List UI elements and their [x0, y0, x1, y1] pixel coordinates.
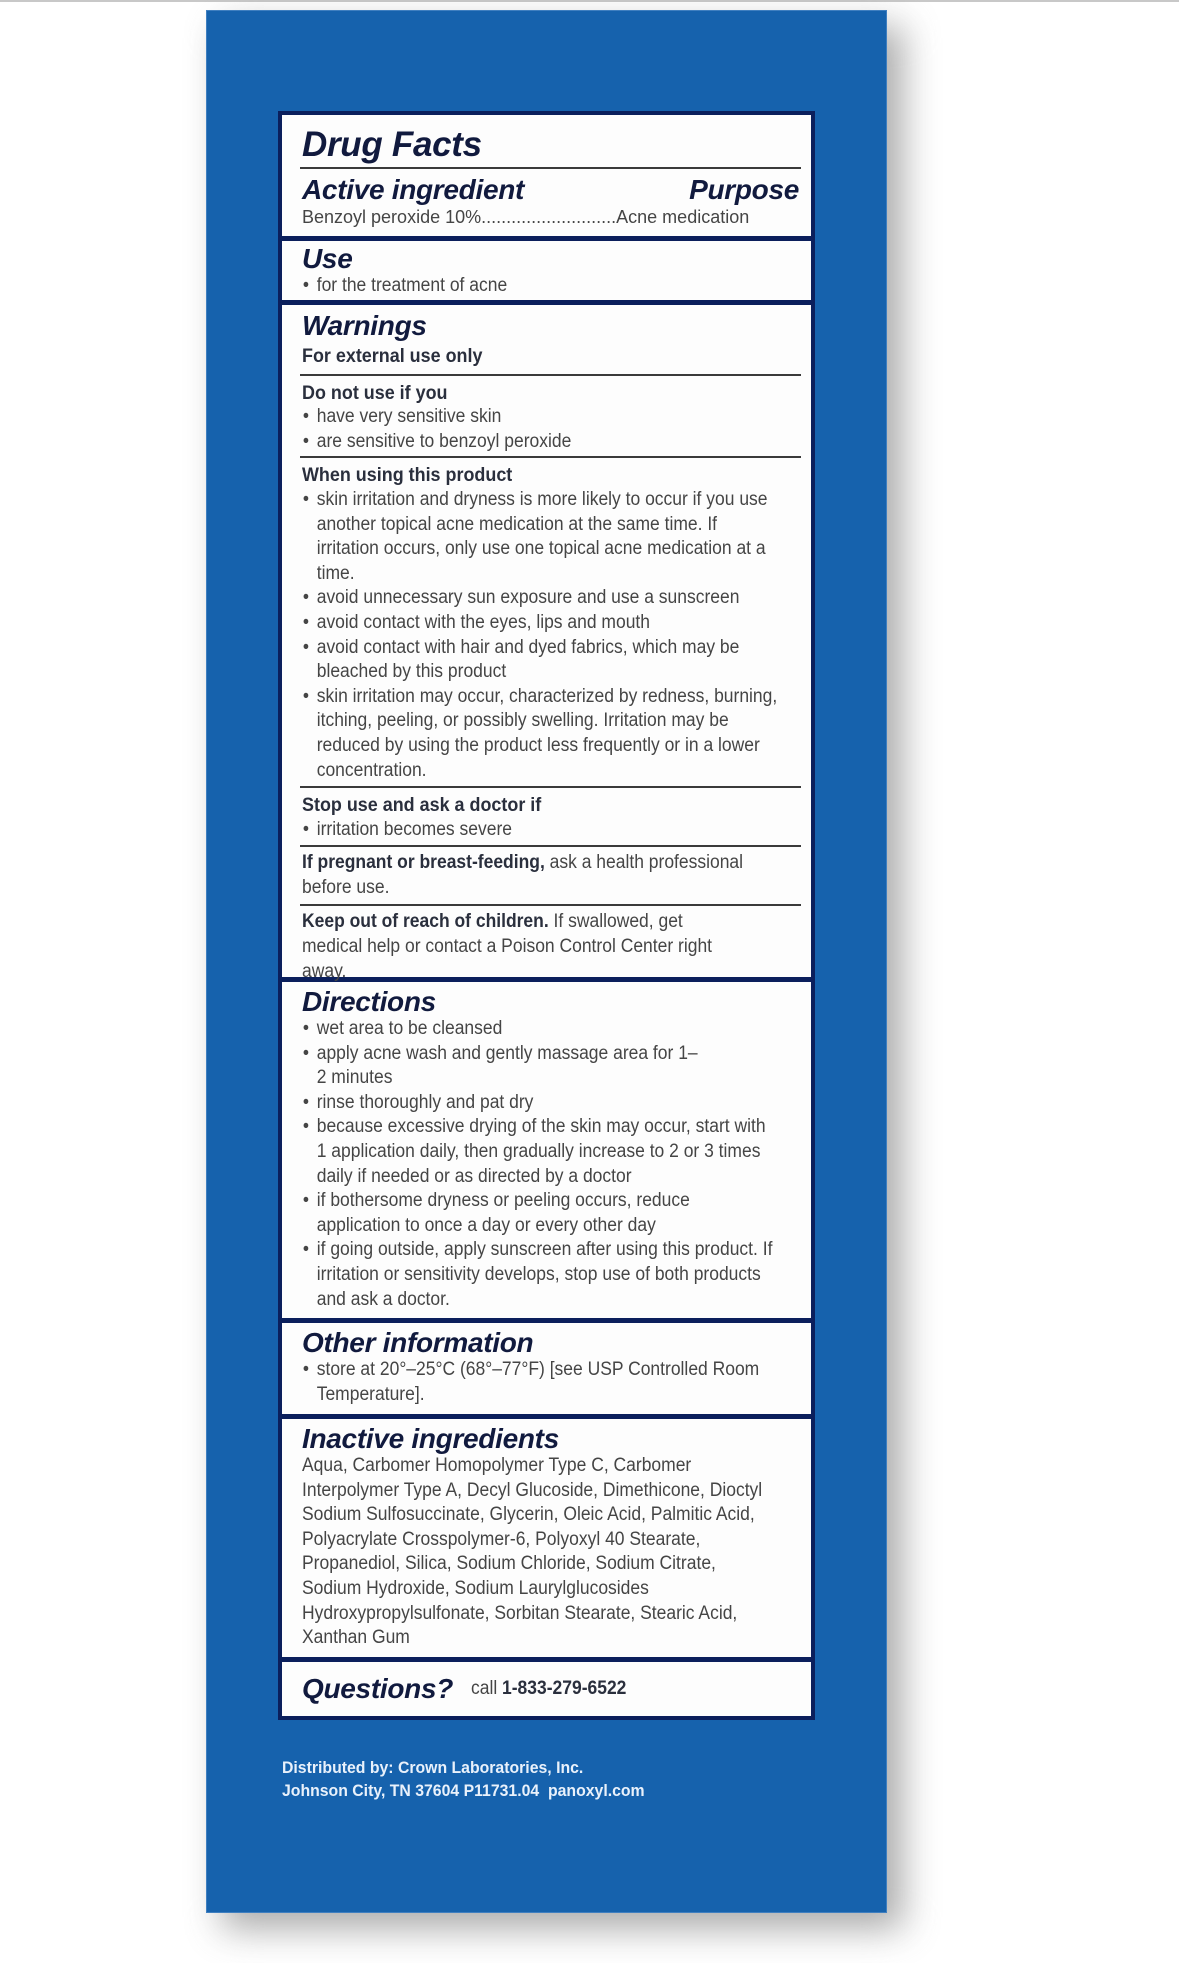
list-item: [302, 1115, 778, 1189]
ingredient-purpose: Acne medication: [616, 207, 750, 227]
section-questions: [282, 1662, 811, 1716]
distributor-info: [282, 1756, 645, 1802]
list-item-text: apply acne wash and gently massage area for 1–2 minutes: [316, 1042, 698, 1089]
list-item: [302, 1189, 735, 1238]
divider: [300, 904, 801, 906]
questions-heading: Questions?: [302, 1673, 454, 1704]
section-directions: [282, 982, 811, 1318]
list-item: [302, 818, 796, 843]
divider: [300, 374, 801, 376]
list-item-text: have very sensitive skin: [316, 406, 502, 428]
section-active-ingredient: [282, 115, 811, 236]
list-item: [302, 1238, 778, 1312]
use-list: [302, 274, 796, 299]
drug-facts-label: [278, 111, 815, 1720]
bullet-icon: •: [302, 1042, 310, 1064]
list-item-text: avoid unnecessary sun exposure and use a sunscreen: [316, 587, 740, 609]
dot-leader: ...........................: [481, 207, 617, 227]
list-item-text: avoid contact with hair and dyed fabrics, which may be bleached by this product: [316, 636, 740, 683]
divider: [300, 456, 801, 458]
bullet-icon: •: [302, 1116, 310, 1138]
active-ingredient-row: [302, 205, 799, 230]
list-item: [302, 1358, 759, 1407]
bullet-icon: •: [302, 406, 310, 428]
list-item-text: if bothersome dryness or peeling occurs, reduce application to once a day or every other day: [316, 1190, 690, 1236]
bullet-icon: •: [302, 488, 310, 510]
directions-heading: Directions: [302, 986, 436, 1017]
list-item-text: skin irritation may occur, characterized by redness, burning, itching, peeling, or possibly swelling. Irritation may be reduced by using the product less frequently or in a lower concentration.: [316, 685, 778, 781]
bullet-icon: •: [302, 430, 310, 452]
directions-list: [302, 1017, 778, 1312]
list-item-text: avoid contact with the eyes, lips and mouth: [316, 611, 651, 633]
distributor-line: Distributed by: Crown Laboratories, Inc.: [282, 1758, 584, 1777]
bullet-icon: •: [302, 275, 310, 296]
pregnancy-warning: [302, 851, 796, 900]
list-item: [302, 488, 778, 586]
divider: [300, 167, 801, 169]
top-border-line: [0, 0, 1179, 2]
list-item-text: wet area to be cleansed: [316, 1018, 503, 1039]
address-line: Johnson City, TN 37604 P11731.04 panoxyl.com: [282, 1781, 645, 1800]
inactive-ingredients-text: Aqua, Carbomer Homopolymer Type C, Carbomer Interpolymer Type A, Decyl Glucoside, Dimethicone, Dioctyl Sodium Sulfosuccinate, Glycerin, Oleic Acid, Palmitic Acid, Polyacrylate Crosspolymer-6, Polyoxyl 40 Stearate, Propanediol, Silica, Sodium Chloride, Sodium Citrate, Sodium Hydroxide, Sodium Laurylglucosides Hydroxypropylsulfonate, Sorbitan Stearate, Stearic Acid, Xanthan Gum: [302, 1455, 763, 1649]
bullet-icon: •: [302, 587, 310, 609]
bullet-icon: •: [302, 1018, 310, 1039]
section-other-information: [282, 1323, 811, 1414]
list-item-text: skin irritation and dryness is more likely to occur if you use another topical acne medication at the same time. If irritation occurs, only use one topical acne medication at a time.: [316, 488, 768, 584]
list-item: [302, 1017, 778, 1042]
list-item: [302, 636, 778, 685]
list-item: [302, 586, 778, 611]
section-inactive-ingredients: [282, 1419, 811, 1657]
children-warning-text: If swallowed, get medical help or contact a Poison Control Center right away.: [302, 911, 713, 982]
list-item-text: irritation becomes severe: [316, 818, 513, 840]
divider: [300, 845, 801, 847]
list-item-text: are sensitive to benzoyl peroxide: [316, 430, 572, 452]
bullet-icon: •: [302, 818, 310, 840]
bullet-icon: •: [302, 1190, 310, 1212]
external-use-text: For external use only: [302, 345, 483, 367]
list-item-text: if going outside, apply sunscreen after using this product. If irritation or sensitivity develops, stop use of both products and ask a doctor.: [316, 1239, 773, 1310]
do-not-use-heading: Do not use if you: [302, 381, 448, 404]
pregnancy-warning-text: ask a health professional before use.: [302, 852, 744, 898]
section-use: [282, 241, 811, 300]
bullet-icon: •: [302, 611, 310, 633]
use-heading: Use: [302, 243, 353, 274]
list-item: [302, 1091, 778, 1116]
stop-use-heading: Stop use and ask a doctor if: [302, 794, 542, 817]
children-warning-bold: Keep out of reach of children.: [302, 911, 549, 933]
bullet-icon: •: [302, 1239, 310, 1261]
do-not-use-list: [302, 405, 796, 454]
list-item-text: for the treatment of acne: [316, 275, 508, 296]
list-item: [302, 405, 796, 430]
ingredient-name: Benzoyl peroxide 10%: [302, 207, 482, 227]
divider: [300, 786, 801, 788]
active-ingredient-heading: Active ingredient: [302, 174, 525, 205]
other-information-heading: Other information: [302, 1327, 534, 1358]
bullet-icon: •: [302, 1091, 310, 1113]
list-item-text: rinse thoroughly and pat dry: [316, 1091, 534, 1113]
active-header-row: [302, 175, 799, 205]
list-item: [302, 430, 796, 455]
drug-facts-title: Drug Facts: [302, 125, 482, 164]
questions-call: call: [471, 1678, 498, 1699]
list-item: [302, 274, 796, 299]
children-warning: [302, 910, 714, 984]
bullet-icon: •: [302, 685, 310, 707]
bullet-icon: •: [302, 636, 310, 658]
phone-number[interactable]: 1-833-279-6522: [501, 1678, 626, 1699]
list-item: [302, 1042, 707, 1091]
section-warnings: [282, 305, 811, 982]
list-item-text: because excessive drying of the skin may occur, start with 1 application daily, then gradually increase to 2 or 3 times daily if needed or as directed by a doctor: [316, 1116, 766, 1187]
when-using-heading: When using this product: [302, 464, 513, 487]
purpose-heading: Purpose: [689, 174, 799, 205]
stop-use-list: [302, 818, 796, 843]
list-item-text: store at 20°–25°C (68°–77°F) [see USP Controlled Room Temperature].: [316, 1359, 760, 1405]
other-information-list: [302, 1358, 759, 1407]
warnings-heading: Warnings: [302, 310, 427, 341]
pregnancy-warning-bold: If pregnant or breast-feeding,: [302, 852, 545, 874]
list-item: [302, 685, 778, 783]
when-using-list: [302, 488, 778, 783]
list-item: [302, 611, 778, 636]
bullet-icon: •: [302, 1359, 310, 1380]
inactive-ingredients-heading: Inactive ingredients: [302, 1423, 559, 1454]
